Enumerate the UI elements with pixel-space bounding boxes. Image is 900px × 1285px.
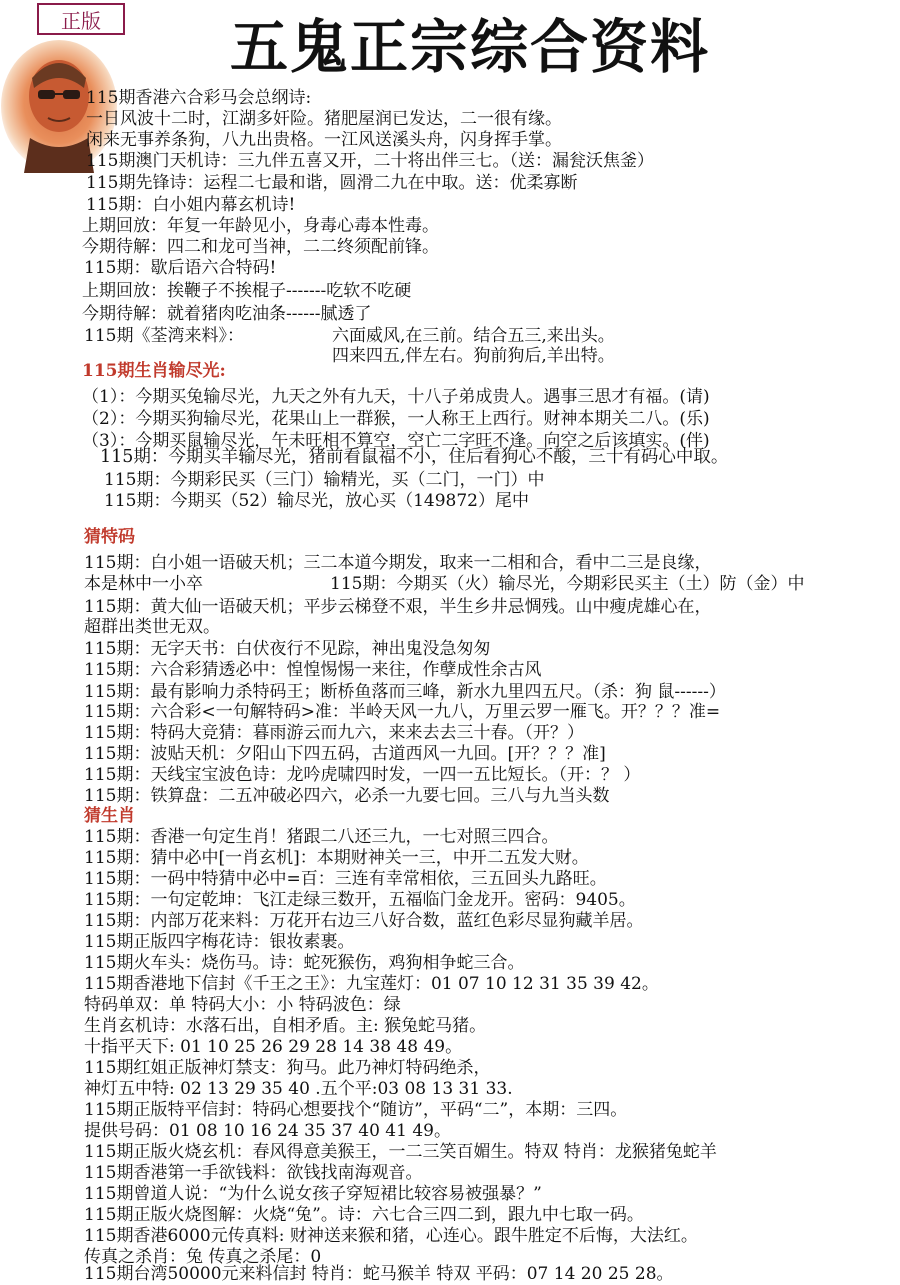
text-line: 115期：天线宝宝波色诗：龙吟虎啸四时发，一四一五比短长。（开：？ ）: [84, 765, 641, 785]
text-line: 115期：铁算盘：二五冲破必四六，必杀一九要七回。三八与九当头数: [84, 786, 610, 806]
text-line: 115期正版火烧图解：火烧“兔”。诗：六七合三四二到，跟九中七取一码。: [84, 1205, 644, 1225]
text-line: 今期待解：四二和龙可当神，二二终须配前锋。: [82, 237, 439, 257]
text-line: 115期：今期彩民买（三门）输精光，买（二门，一门）中: [104, 470, 545, 490]
text-line: 115期红姐正版神灯禁支：狗马。此乃神灯特码绝杀，: [84, 1058, 491, 1078]
text-line: 115期澳门天机诗：三九伴五喜又开，二十将出伴三七。（送：漏瓮沃焦釜）: [86, 151, 654, 171]
text-line: 115期：特码大竞猜：暮雨游云而九六，来来去去三十春。（开？）: [84, 723, 584, 743]
text-line: 115期正版特平信封：特码心想要找个“随访”，平码“二”，本期：三四。: [84, 1100, 628, 1120]
text-line: 115期：内部万花来料：万花开右边三八好合数，蓝红色彩尽显狗藏羊居。: [84, 911, 644, 931]
text-line: 115期曾道人说：“为什么说女孩子穿短裙比较容易被强暴？”: [84, 1184, 542, 1204]
text-line: 一日风波十二时，江湖多奸险。猪肥屋润已发达，二一很有缘。: [86, 109, 562, 129]
text-line: 115期：白小姐一语破天机；三二本道今期发，取来一二相和合，看中二三是良缘，: [84, 553, 712, 573]
text-line: 上期回放：年复一年龄见小，身毒心毒本性毒。: [82, 216, 439, 236]
text-line: 115期火车头：烧伤马。诗：蛇死猴伤，鸡狗相争蛇三合。: [84, 953, 525, 973]
text-line: 115期香港6000元传真料: 财神送来猴和猪，心连心。跟牛胜定不后悔，大法红。: [84, 1226, 698, 1246]
text-line: 上期回放：挨鞭子不挨棍子-------吃软不吃硬: [82, 281, 412, 301]
section-heading: 猜生肖: [84, 806, 135, 826]
text-line: （1）：今期买兔输尽光，九天之外有九天，十八子弟成贵人。遇事三思才有福。(请): [82, 387, 710, 407]
text-line: 115期《荃湾来料》：: [84, 326, 244, 346]
text-line: 115期：猜中必中[一肖玄机]：本期财神关一三，中开二五发大财。: [84, 848, 589, 868]
text-line: 115期：今期买（52）输尽光，放心买（149872）尾中: [104, 491, 529, 511]
text-line: 115期：黄大仙一语破天机；平步云梯登不艰，半生乡井忌惆残。山中瘦虎雄心在，: [84, 597, 712, 617]
text-line: 特码单双：单 特码大小：小 特码波色：绿: [84, 995, 401, 1015]
text-line: 超群出类世无双。: [84, 617, 220, 637]
text-line: 115期：六合彩猜透必中：惶惶惕惕一来往，作孽成性余古风: [84, 660, 542, 680]
text-line: 115期：最有影响力杀特码王；断桥鱼落而三峰，新水九里四五尺。（杀：狗 鼠------）: [84, 682, 726, 702]
text-line: 提供号码：01 08 10 16 24 35 37 40 41 49。: [84, 1121, 451, 1141]
text-line: 115期：波贴天机：夕阳山下四五码，古道西风一九回。[开？？？准]: [84, 744, 606, 764]
text-line: 115期先锋诗：运程二七最和谐，圆滑二九在中取。送：优柔寡断: [86, 173, 578, 193]
section-heading: 115期生肖输尽光:: [82, 361, 226, 381]
text-line: 115期：今期买羊输尽光，猪前看鼠福不小，住后看狗心不酸，三十有码心中取。: [100, 447, 729, 467]
text-line: （2）：今期买狗输尽光，花果山上一群猴，一人称王上西行。财神本期关二八。(乐): [82, 409, 710, 429]
text-line: 今期待解：就着猪肉吃油条------腻透了: [82, 304, 372, 324]
text-line: 115期正版四字梅花诗：银妆素裹。: [84, 932, 355, 952]
text-line: 115期：六合彩<一句解特码>准：半岭天风一九八，万里云罗一雁飞。开？？？准=: [84, 702, 721, 722]
text-line: 115期香港地下信封《千王之王》：九宝莲灯：01 07 10 12 31 35 39 42。: [84, 974, 659, 994]
text-line: 本是林中一小卒: [84, 574, 203, 594]
genuine-stamp: 正版: [37, 3, 125, 35]
text-line: 闲来无事养条狗，八九出贵格。一江风送溪头舟，闪身挥手掌。: [86, 130, 562, 150]
text-line: 四来四五,伴左右。狗前狗后,羊出特。: [332, 346, 615, 366]
text-line: 115期：一码中特猜中必中=百：三连有幸常相依，三五回头九路旺。: [84, 869, 607, 889]
page-title: 五鬼正宗综合资料: [230, 13, 711, 81]
text-line: 115期：白小姐内幕玄机诗!: [86, 195, 296, 215]
text-line: 六面威风,在三前。结合五三,来出头。: [332, 326, 615, 346]
text-line: （3）：今期买鼠输尽光，午未旺相不算空，空亡二字旺不逢。向空之后该填实。(伴): [82, 431, 710, 451]
text-line: 115期：无字天书：白伏夜行不见踪，神出鬼没急匆匆: [84, 639, 491, 659]
text-line: 115期台湾50000元来料信封 特肖：蛇马猴羊 特双 平码：07 14 20 25 28。: [84, 1264, 674, 1284]
text-line: 115期正版火烧玄机：春风得意美猴王，一二三笑百媚生。特双 特肖：龙猴猪兔蛇羊: [84, 1142, 717, 1162]
text-line: 神灯五中特: 02 13 29 35 40 .五个平:03 08 13 31 33.: [84, 1079, 513, 1099]
text-line: 传真之杀肖：兔 传真之杀尾：0: [84, 1247, 322, 1267]
text-line: 115期：一句定乾坤：飞江走绿三数开，五福临门金龙开。密码：9405。: [84, 890, 636, 910]
text-line: 115期香港六合彩马会总纲诗:: [86, 88, 312, 108]
text-line: 生肖玄机诗：水落石出，自相矛盾。主: 猴兔蛇马猪。: [84, 1016, 487, 1036]
section-heading: 猜特码: [84, 527, 135, 547]
text-line: 115期：歇后语六合特码!: [84, 258, 277, 278]
text-line: 十指平天下: 01 10 25 26 29 28 14 38 48 49。: [84, 1037, 463, 1057]
text-line: 115期：今期买（火）输尽光，今期彩民买主（土）防（金）中: [330, 574, 805, 594]
text-line: 115期：香港一句定生肖！猪跟二八还三九，一七对照三四合。: [84, 827, 559, 847]
text-line: 115期香港第一手欲钱料：欲钱找南海观音。: [84, 1163, 423, 1183]
